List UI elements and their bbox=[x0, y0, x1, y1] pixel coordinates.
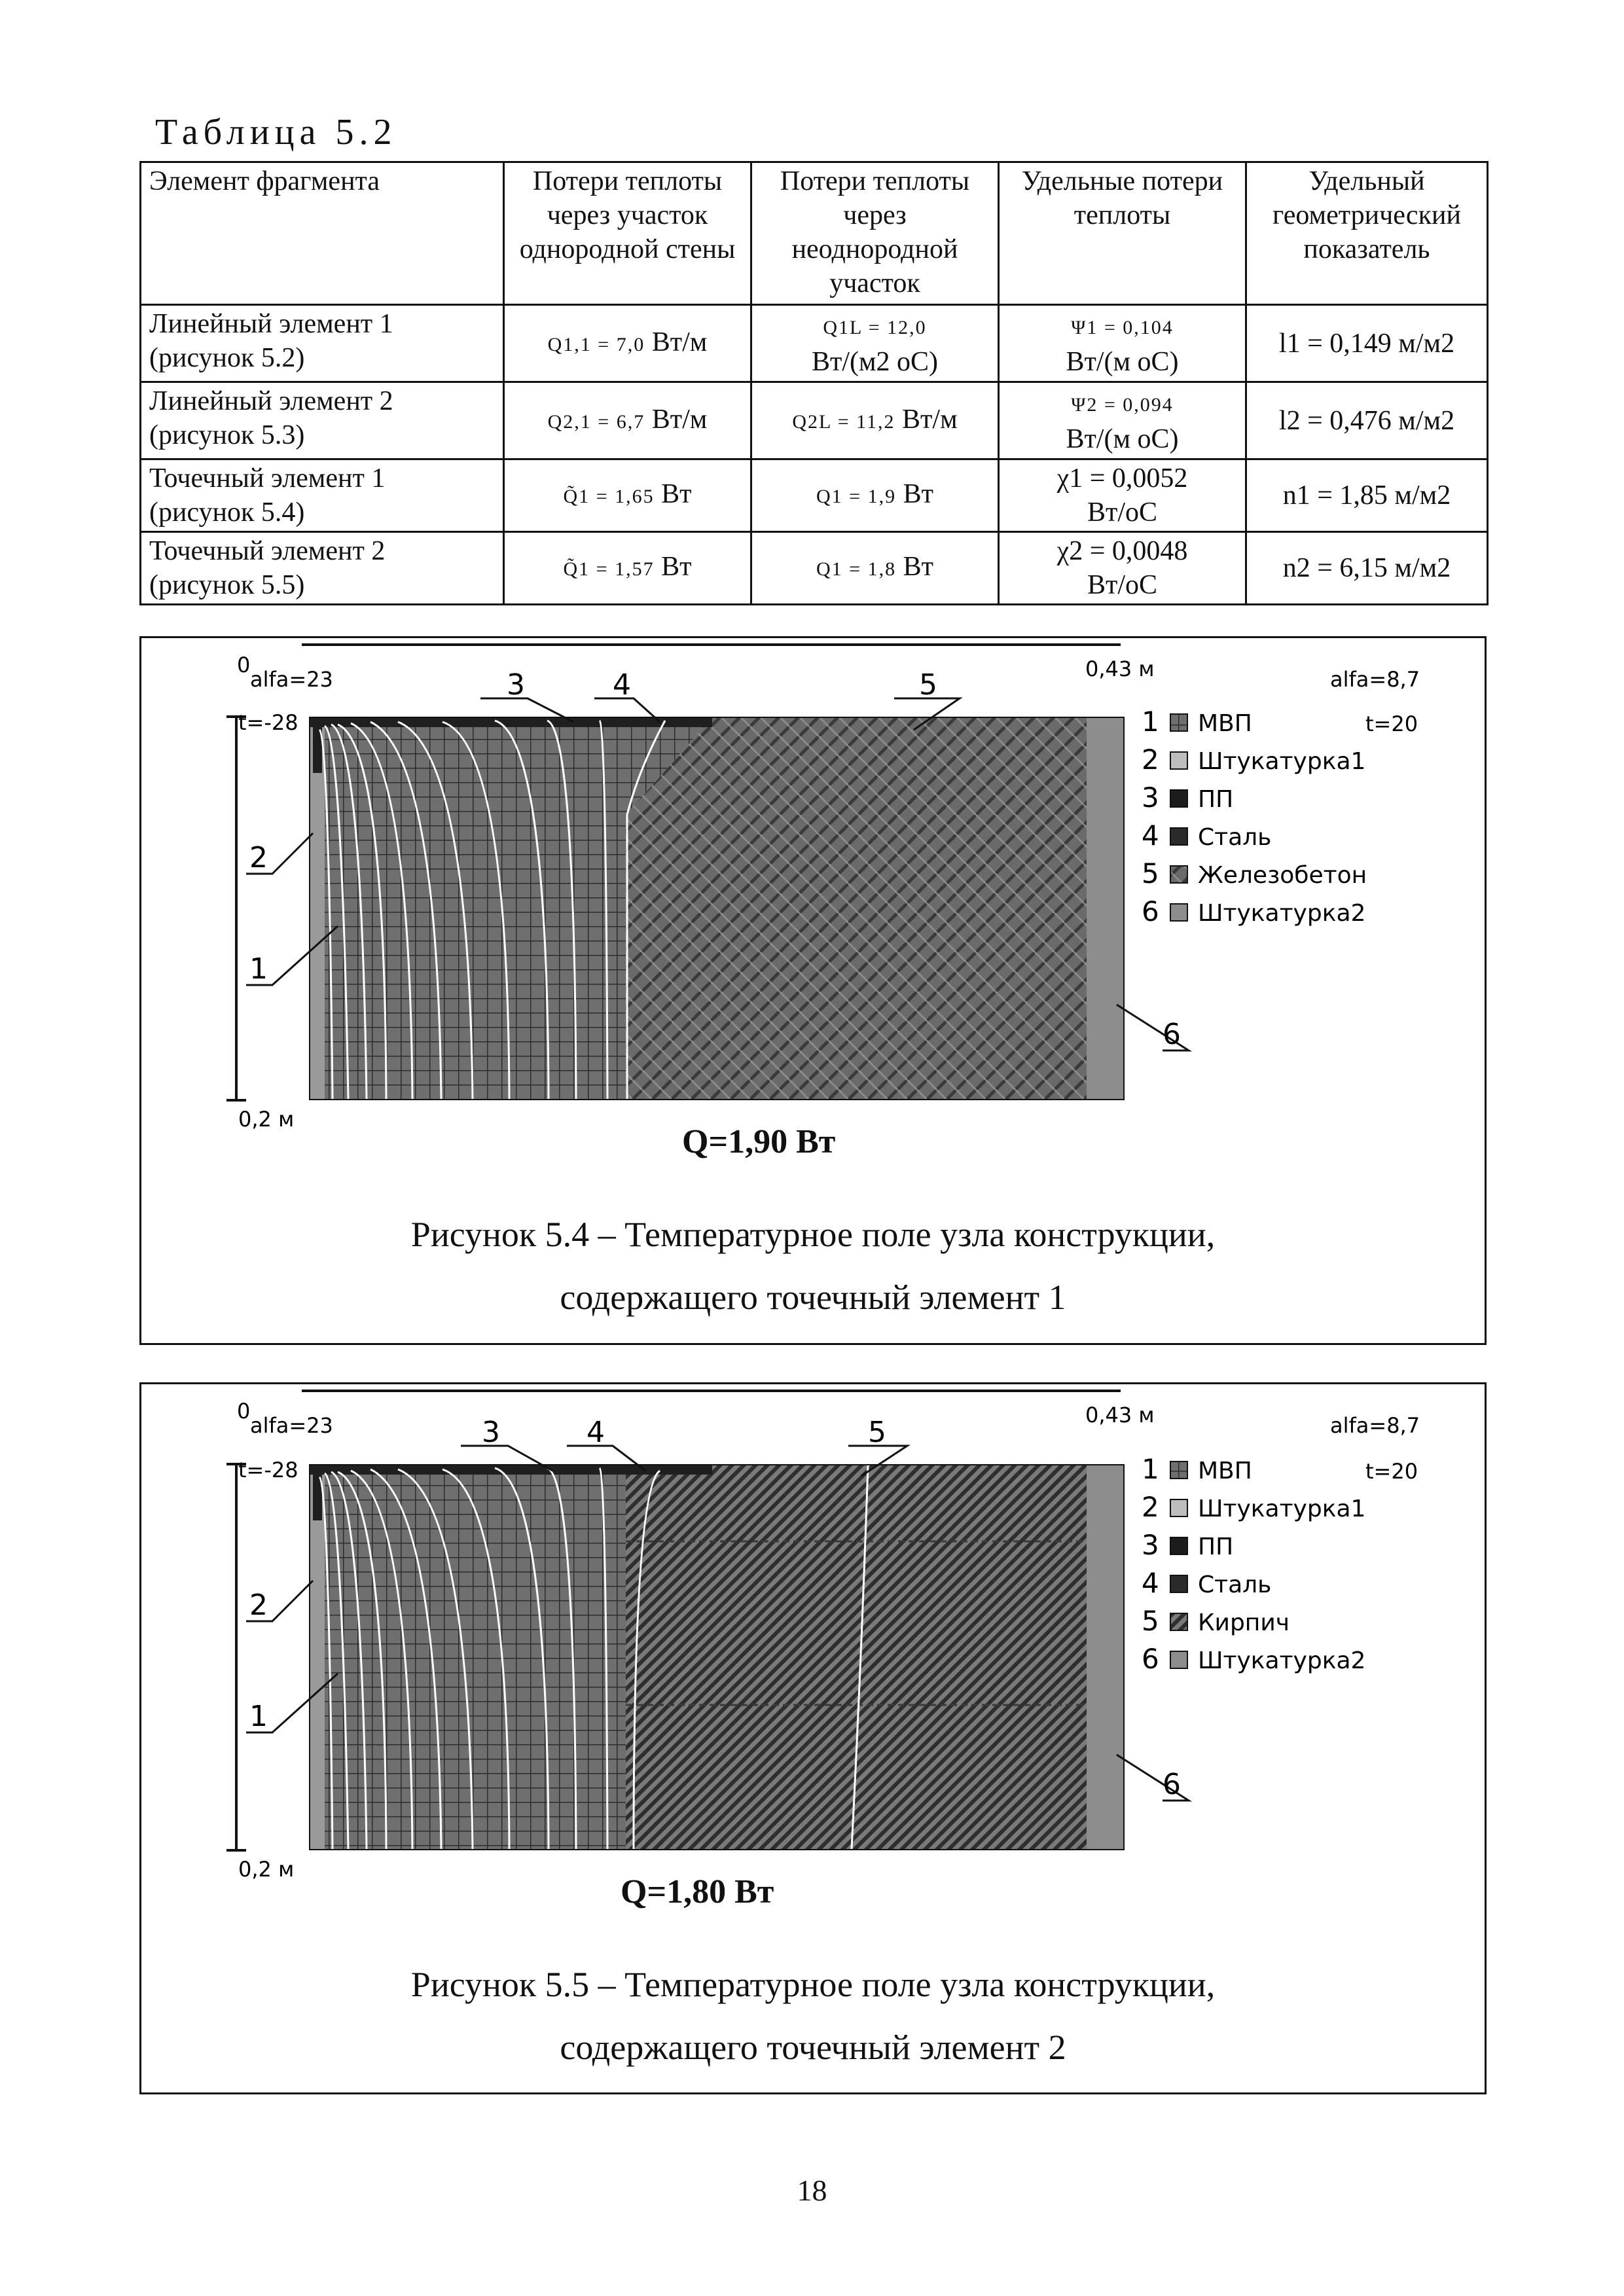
origin-label: 0 bbox=[237, 653, 251, 677]
legend-label: Железобетон bbox=[1198, 862, 1367, 889]
legend-label: Штукатурка1 bbox=[1198, 748, 1366, 775]
cell-nonuniform-loss bbox=[751, 459, 999, 532]
unit: Вт/oC bbox=[1087, 497, 1158, 528]
header-uniform-loss: Потери теплоты через участок однородной стены bbox=[504, 162, 751, 305]
unit: Вт/(м2 oC) bbox=[811, 346, 939, 377]
legend-label: Штукатурка2 bbox=[1198, 900, 1366, 927]
layer-brick bbox=[626, 1465, 1087, 1849]
figure-5-4 bbox=[139, 636, 1487, 1345]
legend-label: ПП bbox=[1198, 1534, 1234, 1560]
legend-label: Сталь bbox=[1198, 1571, 1272, 1598]
cell-element: Линейный элемент 2 (рисунок 5.3) bbox=[141, 382, 504, 459]
heat-loss-table bbox=[139, 161, 1489, 605]
t-outside-label: t=-28 bbox=[238, 710, 298, 735]
origin-label: 0 bbox=[237, 1399, 251, 1424]
legend-num: 4 bbox=[1142, 1567, 1159, 1599]
legend-label: МВП bbox=[1198, 1458, 1252, 1484]
cell-nonuniform-loss bbox=[751, 382, 999, 459]
table-caption: Таблица 5.2 bbox=[155, 112, 397, 152]
layer-plaster2 bbox=[1087, 718, 1123, 1099]
legend-num: 2 bbox=[1142, 744, 1159, 776]
legend-num: 5 bbox=[1142, 857, 1159, 889]
legend-swatch bbox=[1170, 714, 1187, 731]
cell-nonuniform-loss bbox=[751, 305, 999, 382]
figure-caption-line2: содержащего точечный элемент 1 bbox=[560, 1278, 1066, 1317]
legend-num: 1 bbox=[1142, 706, 1159, 738]
formula: Q2L = 11,2 bbox=[792, 410, 895, 433]
unit: Вт bbox=[661, 552, 692, 582]
alfa-inside-label: alfa=8,7 bbox=[1330, 1413, 1420, 1438]
legend-num: 5 bbox=[1142, 1605, 1159, 1637]
legend-label: Штукатурка1 bbox=[1198, 1496, 1366, 1522]
cell-specific-loss bbox=[999, 382, 1246, 459]
unit: Вт/(м oC) bbox=[1066, 346, 1179, 377]
legend bbox=[1142, 706, 1367, 927]
table-header-row bbox=[141, 162, 1488, 305]
figure-caption-line1: Рисунок 5.4 – Температурное поле узла конструкции, bbox=[410, 1215, 1216, 1254]
legend-swatch bbox=[1170, 904, 1187, 921]
page-number: 18 bbox=[797, 2174, 827, 2207]
cell-geometric-index: l1 = 0,149 м/м2 bbox=[1246, 305, 1488, 382]
cell-element: Линейный элемент 1 (рисунок 5.2) bbox=[141, 305, 504, 382]
formula: Ψ1 = 0,104 bbox=[1071, 316, 1174, 338]
formula: Q1 = 1,8 bbox=[816, 558, 897, 580]
figure-caption-line1: Рисунок 5.5 – Температурное поле узла конструкции, bbox=[410, 1965, 1216, 2004]
legend-swatch bbox=[1170, 866, 1187, 883]
unit: Вт bbox=[903, 552, 933, 582]
formula: Q1,1 = 7,0 bbox=[547, 333, 645, 355]
cell-nonuniform-loss bbox=[751, 532, 999, 605]
layer-plaster1 bbox=[310, 718, 325, 1099]
legend-num: 4 bbox=[1142, 819, 1159, 852]
legend-label: Кирпич bbox=[1198, 1609, 1290, 1636]
cell-uniform-loss bbox=[504, 305, 751, 382]
callout-number: 3 bbox=[482, 1416, 500, 1449]
callout-number: 1 bbox=[249, 952, 268, 986]
legend-swatch bbox=[1170, 1651, 1187, 1668]
heat-flow-label: Q=1,80 Вт bbox=[621, 1873, 774, 1910]
unit: Вт bbox=[903, 479, 933, 509]
height-label: 0,2 м bbox=[238, 1107, 295, 1132]
t-outside-label: t=-28 bbox=[238, 1458, 298, 1482]
legend-num: 3 bbox=[1142, 1529, 1159, 1561]
cell-uniform-loss bbox=[504, 532, 751, 605]
cell-uniform-loss bbox=[504, 382, 751, 459]
legend-label: Сталь bbox=[1198, 824, 1272, 851]
legend-swatch bbox=[1170, 1537, 1187, 1554]
legend-num: 3 bbox=[1142, 781, 1159, 814]
cell-specific-loss bbox=[999, 532, 1246, 605]
legend-num: 2 bbox=[1142, 1491, 1159, 1523]
unit: Вт/oC bbox=[1087, 570, 1158, 600]
formula: Q̃1 = 1,57 bbox=[563, 558, 655, 580]
legend-swatch bbox=[1170, 1575, 1187, 1592]
unit: Вт/м bbox=[651, 404, 708, 435]
header-geometric-index: Удельный геометрический показатель bbox=[1246, 162, 1488, 305]
header-specific-loss: Удельные потери теплоты bbox=[999, 162, 1246, 305]
formula: χ1 = 0,0052 bbox=[1056, 463, 1188, 493]
unit: Вт/м bbox=[902, 404, 958, 435]
legend-num: 1 bbox=[1142, 1453, 1159, 1485]
header-element: Элемент фрагмента bbox=[141, 162, 504, 305]
unit: Вт/(м oC) bbox=[1066, 423, 1179, 454]
legend-label: МВП bbox=[1198, 710, 1252, 737]
unit: Вт/м bbox=[651, 327, 708, 357]
formula: Q2,1 = 6,7 bbox=[547, 410, 645, 433]
height-label: 0,2 м bbox=[238, 1857, 295, 1882]
alfa-outside-label: alfa=23 bbox=[250, 1413, 333, 1438]
legend-swatch bbox=[1170, 828, 1187, 845]
layer-plaster2 bbox=[1087, 1465, 1123, 1849]
callout-number: 6 bbox=[1163, 1018, 1181, 1051]
t-inside-label: t=20 bbox=[1365, 711, 1418, 736]
alfa-outside-label: alfa=23 bbox=[250, 667, 333, 692]
legend-num: 6 bbox=[1142, 1643, 1159, 1675]
formula: Q1L = 12,0 bbox=[823, 316, 927, 338]
formula: Q̃1 = 1,65 bbox=[563, 486, 655, 507]
callout-number: 4 bbox=[586, 1416, 605, 1449]
t-inside-label: t=20 bbox=[1365, 1459, 1418, 1484]
legend-swatch bbox=[1170, 752, 1187, 769]
legend-num: 6 bbox=[1142, 895, 1159, 927]
callout-number: 3 bbox=[507, 668, 525, 702]
layer-plaster1 bbox=[310, 1465, 325, 1849]
callout-number: 4 bbox=[613, 668, 631, 702]
width-label: 0,43 м bbox=[1085, 1403, 1155, 1427]
heat-flow-label: Q=1,90 Вт bbox=[682, 1123, 836, 1160]
cell-specific-loss bbox=[999, 459, 1246, 532]
figure-5-5 bbox=[139, 1382, 1487, 2094]
formula: χ2 = 0,0048 bbox=[1056, 536, 1188, 566]
formula: Ψ2 = 0,094 bbox=[1071, 393, 1174, 416]
figure-caption-line2: содержащего точечный элемент 2 bbox=[560, 2028, 1066, 2067]
layer-mineral-wool bbox=[325, 718, 626, 1099]
callout-number: 1 bbox=[249, 1700, 268, 1733]
header-nonuniform-loss: Потери теплоты через неоднородной участок bbox=[751, 162, 999, 305]
layer-mineral-wool bbox=[325, 1465, 626, 1849]
callout-number: 6 bbox=[1163, 1768, 1181, 1801]
unit: Вт bbox=[661, 479, 692, 509]
callout-number: 5 bbox=[919, 668, 937, 702]
cell-geometric-index: n1 = 1,85 м/м2 bbox=[1246, 459, 1488, 532]
cell-geometric-index: n2 = 6,15 м/м2 bbox=[1246, 532, 1488, 605]
legend-label: Штукатурка2 bbox=[1198, 1647, 1366, 1674]
table-row bbox=[141, 459, 1488, 532]
width-label: 0,43 м bbox=[1085, 656, 1155, 681]
table-row bbox=[141, 305, 1488, 382]
cell-uniform-loss bbox=[504, 459, 751, 532]
callout-number: 2 bbox=[249, 1588, 268, 1622]
callout-number: 5 bbox=[868, 1416, 886, 1449]
cell-specific-loss bbox=[999, 305, 1246, 382]
legend-swatch bbox=[1170, 790, 1187, 807]
cell-element: Точечный элемент 1 (рисунок 5.4) bbox=[141, 459, 504, 532]
layer-reinforced-concrete bbox=[626, 718, 1087, 1099]
legend-label: ПП bbox=[1198, 786, 1234, 813]
table-row bbox=[141, 382, 1488, 459]
legend-swatch bbox=[1170, 1462, 1187, 1479]
legend bbox=[1142, 1453, 1365, 1675]
legend-swatch bbox=[1170, 1499, 1187, 1516]
cell-element: Точечный элемент 2 (рисунок 5.5) bbox=[141, 532, 504, 605]
cell-geometric-index: l2 = 0,476 м/м2 bbox=[1246, 382, 1488, 459]
table-row bbox=[141, 532, 1488, 605]
legend-swatch bbox=[1170, 1613, 1187, 1630]
alfa-inside-label: alfa=8,7 bbox=[1330, 667, 1420, 692]
formula: Q1 = 1,9 bbox=[816, 486, 897, 507]
callout-number: 2 bbox=[249, 841, 268, 874]
